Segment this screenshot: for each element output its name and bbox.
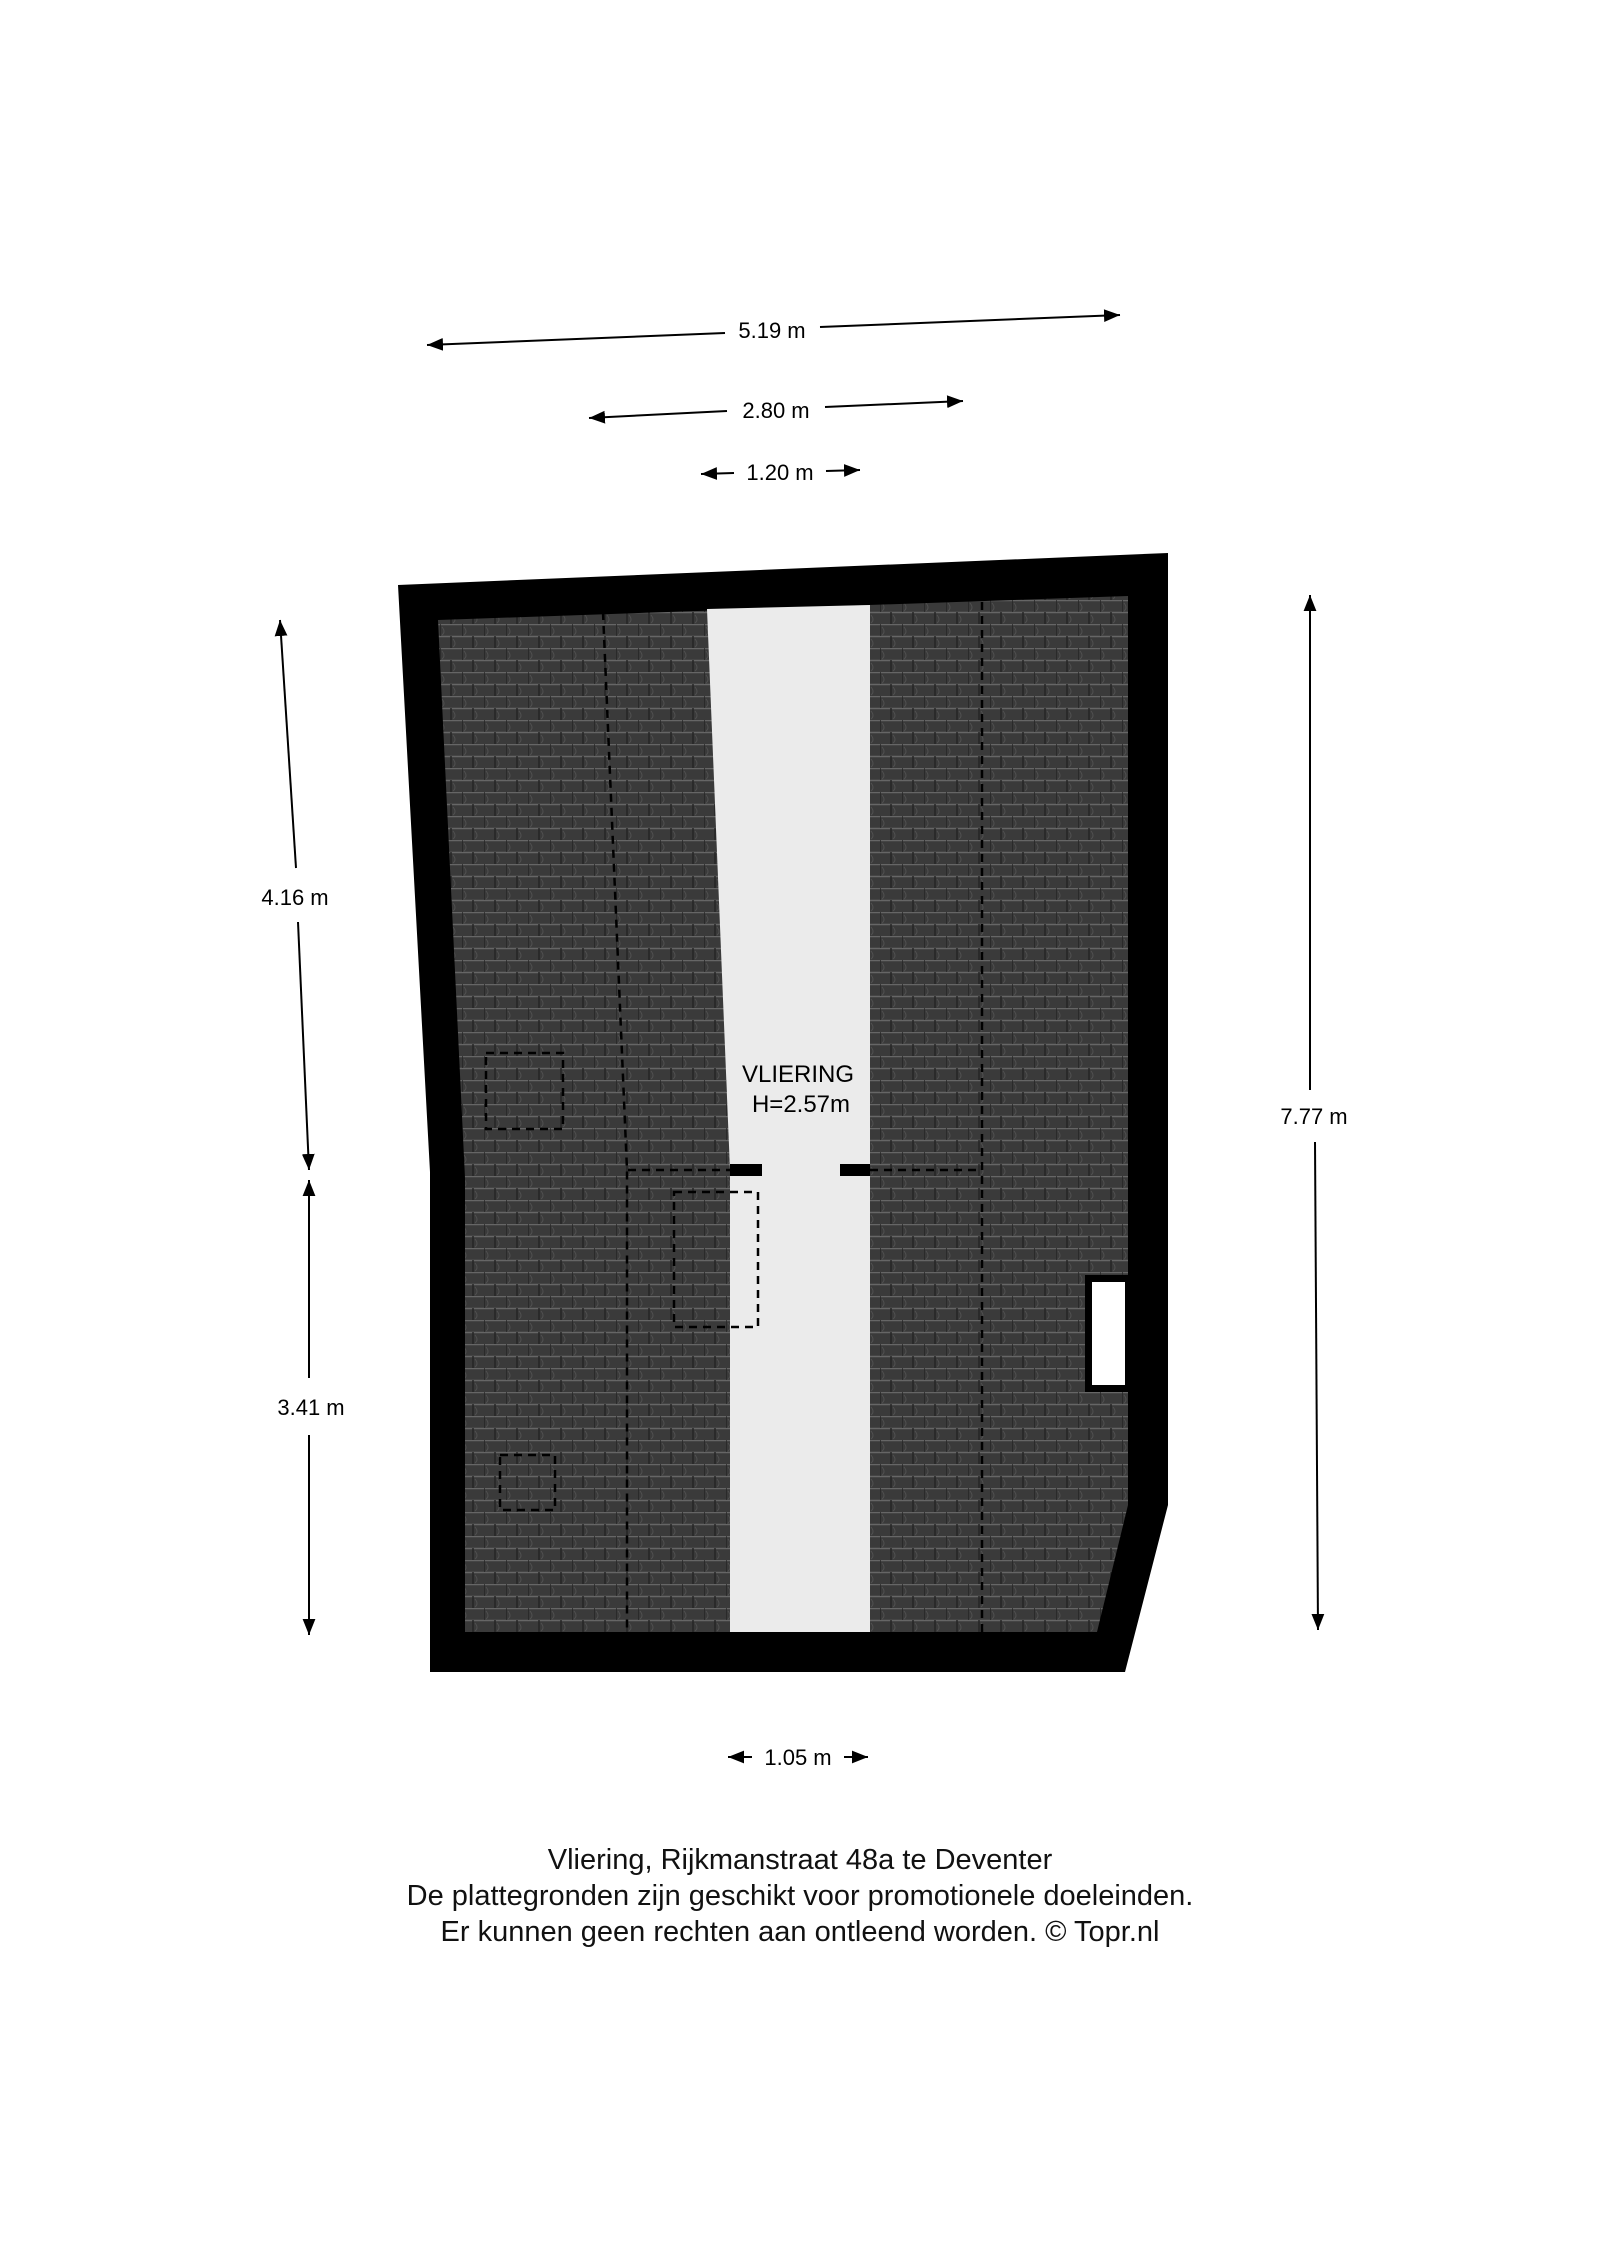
dim-left-lower-label: 3.41 m (277, 1395, 345, 1420)
dim-top-middle-arrow-right (825, 401, 963, 407)
caption-copyright: Er kunnen geen rechten aan ontleend worden. © Topr.nl (440, 1916, 1160, 1948)
dim-top-overall-arrow-left (427, 333, 725, 345)
dim-top-inner-label: 1.20 m (746, 460, 814, 485)
room-height: H=2.57m (751, 1091, 851, 1118)
dim-top-inner-arrow-right (826, 470, 860, 471)
wall-stub-left (730, 1164, 762, 1176)
dim-left-upper-label: 4.16 m (261, 885, 329, 910)
floor-area (707, 605, 870, 1632)
dim-top-overall-label: 5.19 m (738, 318, 806, 343)
dim-top-middle-label: 2.80 m (742, 398, 810, 423)
dim-bottom-label: 1.05 m (764, 1745, 832, 1770)
dim-right-label: 7.77 m (1280, 1104, 1348, 1129)
dim-left-upper-arrow-top (280, 620, 296, 868)
dim-top-overall-arrow-right (820, 315, 1120, 327)
caption-address: Vliering, Rijkmanstraat 48a te Deventer (547, 1844, 1053, 1876)
caption (0, 1842, 1600, 1950)
dim-top-inner-arrow-left (701, 473, 734, 474)
caption-disclaimer: De plattegronden zijn geschikt voor promotionele doeleinden. (406, 1880, 1194, 1912)
room-name: VLIERING (741, 1061, 855, 1088)
dim-right-arrow-bottom (1315, 1142, 1318, 1630)
dim-top-middle-arrow-left (589, 411, 727, 418)
dim-left-upper-arrow-bottom (298, 922, 309, 1170)
wall-stub-right (840, 1164, 870, 1176)
window-opening (1092, 1282, 1125, 1385)
